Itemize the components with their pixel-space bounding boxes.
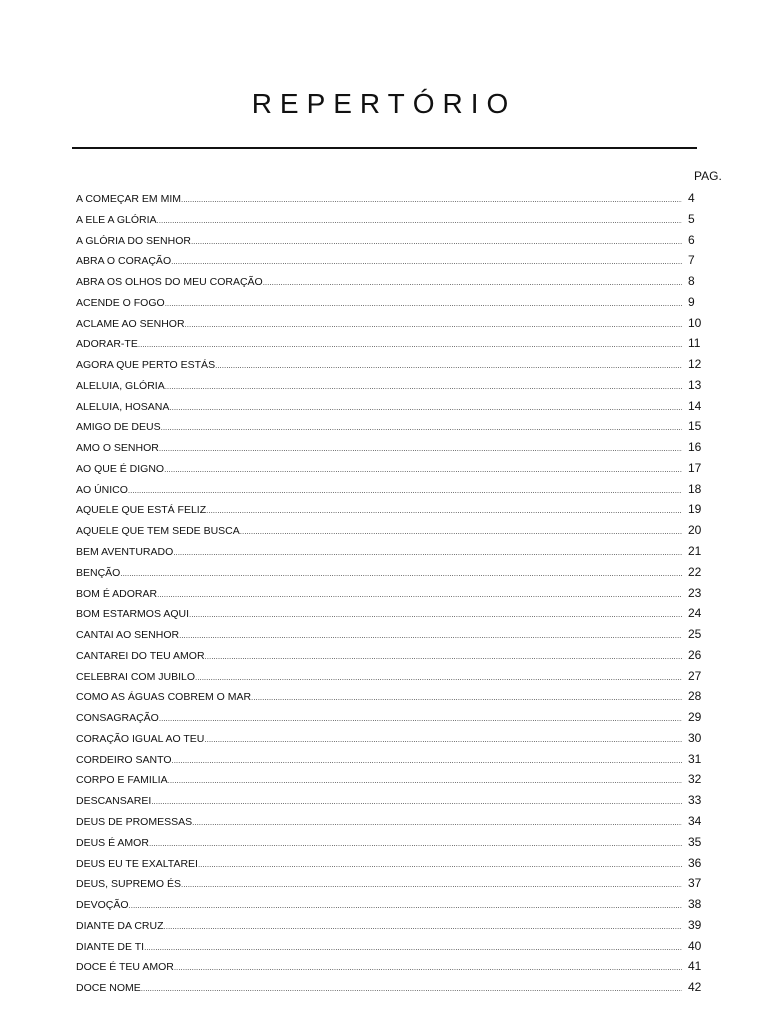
toc-entry[interactable] <box>76 936 726 957</box>
toc-entry-page: 42 <box>688 980 702 995</box>
toc-leader-dots <box>159 708 682 730</box>
toc-entry-title: AQUELE QUE ESTÁ FELIZ <box>76 504 207 517</box>
toc-entry-title: DEVOÇÃO <box>76 899 129 912</box>
toc-entry-page: 32 <box>688 772 702 787</box>
toc-entry-title: CORPO E FAMILIA <box>76 774 168 787</box>
toc-leader-dots <box>171 750 682 772</box>
toc-leader-dots <box>181 189 682 211</box>
toc-leader-dots <box>215 355 682 377</box>
toc-entry-title: DEUS EU TE EXALTAREI <box>76 857 198 870</box>
toc-leader-dots <box>141 978 682 1000</box>
toc-entry-page: 14 <box>688 398 702 413</box>
toc-entry-title: BENÇÃO <box>76 566 121 579</box>
toc-entry[interactable] <box>76 832 726 853</box>
toc-entry-page: 40 <box>688 938 702 953</box>
toc-leader-dots <box>151 791 682 813</box>
toc-entry-page: 41 <box>688 959 702 974</box>
toc-entry-page: 8 <box>688 274 695 289</box>
toc-leader-dots <box>192 812 682 834</box>
toc-entry-title: AQUELE QUE TEM SEDE BUSCA <box>76 525 240 538</box>
toc-leader-dots <box>144 937 682 959</box>
toc-entry[interactable] <box>76 790 726 811</box>
toc-entry-title: CELEBRAI COM JUBILO <box>76 670 196 683</box>
toc-entry-title: BEM AVENTURADO <box>76 546 174 559</box>
toc-entry[interactable] <box>76 188 726 209</box>
toc-entry-title: A COMEÇAR EM MIM <box>76 193 182 205</box>
toc-entry-title: A ELE A GLÓRIA <box>76 213 157 226</box>
toc-entry-page: 19 <box>688 502 702 517</box>
toc-leader-dots <box>169 397 682 419</box>
toc-entry-page: 39 <box>688 917 702 932</box>
toc-entry[interactable] <box>76 977 726 998</box>
toc-entry-page: 15 <box>688 419 702 434</box>
toc-entry-title: CORDEIRO SANTO <box>76 753 172 766</box>
toc-entry-page: 4 <box>688 191 695 205</box>
toc-entry[interactable] <box>76 853 726 874</box>
toc-leader-dots <box>120 563 682 585</box>
toc-entry[interactable] <box>76 354 726 375</box>
toc-entry-page: 30 <box>688 730 702 745</box>
toc-leader-dots <box>189 604 682 626</box>
toc-entry-page: 34 <box>688 813 702 828</box>
toc-entry-page: 33 <box>688 793 702 808</box>
toc-entry-page: 10 <box>688 315 702 330</box>
toc-entry-page: 21 <box>688 544 702 559</box>
toc-leader-dots <box>174 957 682 979</box>
toc-entry[interactable] <box>76 375 726 396</box>
toc-entry-page: 16 <box>688 440 702 455</box>
toc-leader-dots <box>128 480 682 502</box>
toc-entry-page: 6 <box>688 232 695 247</box>
toc-leader-dots <box>157 584 682 606</box>
toc-leader-dots <box>181 874 682 896</box>
toc-entry-page: 20 <box>688 523 702 538</box>
toc-leader-dots <box>164 459 682 481</box>
toc-entry-title: ALELUIA, HOSANA <box>76 400 170 413</box>
toc-entry[interactable] <box>76 603 726 624</box>
toc-entry[interactable] <box>76 666 726 687</box>
toc-leader-dots <box>165 293 682 315</box>
toc-entry-title: BOM É ADORAR <box>76 587 158 600</box>
toc-entry-page: 25 <box>688 627 702 642</box>
toc-entry-page: 37 <box>688 876 702 891</box>
toc-entry-title: ABRA O CORAÇÃO <box>76 255 172 268</box>
toc-entry-title: CANTAI AO SENHOR <box>76 629 180 642</box>
toc-entry[interactable] <box>76 956 726 977</box>
toc-leader-dots <box>157 210 682 232</box>
toc-entry-title: DEUS, SUPREMO ÉS <box>76 878 182 891</box>
toc-entry-title: AO ÚNICO <box>76 483 128 496</box>
toc-entry-page: 22 <box>688 564 702 579</box>
toc-entry-title: DIANTE DA CRUZ <box>76 919 164 932</box>
toc-entry-title: CONSAGRAÇÃO <box>76 712 159 725</box>
toc-entry-page: 31 <box>688 751 702 766</box>
title-divider <box>72 147 697 149</box>
page-column-label: PAG. <box>694 169 722 183</box>
toc-entry-page: 38 <box>688 897 702 912</box>
toc-leader-dots <box>185 314 682 336</box>
toc-entry[interactable] <box>76 209 726 230</box>
toc-entry[interactable] <box>76 749 726 770</box>
toc-entry[interactable] <box>76 541 726 562</box>
toc-entry[interactable] <box>76 437 726 458</box>
page-title: REPERTÓRIO <box>251 88 517 119</box>
toc-entry-title: DOCE É TEU AMOR <box>76 961 174 974</box>
toc-entry[interactable] <box>76 499 726 520</box>
toc-entry-page: 18 <box>688 481 702 496</box>
toc-entry-title: COMO AS ÁGUAS COBREM O MAR <box>76 691 252 704</box>
toc-entry-title: ABRA OS OLHOS DO MEU CORAÇÃO <box>76 276 263 289</box>
toc-entry-title: AO QUE É DIGNO <box>76 462 165 475</box>
toc-entry-title: ACLAME AO SENHOR <box>76 317 185 330</box>
toc-entry-title: A GLÓRIA DO SENHOR <box>76 234 191 247</box>
toc-entry-page: 5 <box>688 211 695 226</box>
toc-entry[interactable] <box>76 645 726 666</box>
toc-leader-dots <box>240 521 682 543</box>
toc-entry[interactable] <box>76 271 726 292</box>
toc-leader-dots <box>161 417 682 439</box>
toc-entry-title: ACENDE O FOGO <box>76 296 165 309</box>
toc-entry[interactable] <box>76 811 726 832</box>
toc-leader-dots <box>164 916 682 938</box>
toc-entry-page: 27 <box>688 668 702 683</box>
toc-leader-dots <box>198 854 682 876</box>
toc-leader-dots <box>129 895 682 917</box>
toc-entry-page: 29 <box>688 710 702 725</box>
toc-entry[interactable] <box>76 915 726 936</box>
toc-entry-title: DOCE NOME <box>76 982 141 995</box>
toc-leader-dots <box>138 334 682 356</box>
toc-entry-title: DEUS DE PROMESSAS <box>76 815 193 828</box>
toc-entry[interactable] <box>76 624 726 645</box>
toc-entry-title: BOM ESTARMOS AQUI <box>76 608 189 621</box>
toc-entry[interactable] <box>76 520 726 541</box>
toc-entry[interactable] <box>76 707 726 728</box>
toc-leader-dots <box>165 376 682 398</box>
toc-entry-title: DESCANSAREI <box>76 795 152 808</box>
toc-entry-page: 7 <box>688 253 695 268</box>
toc-entry-page: 26 <box>688 647 702 662</box>
toc-leader-dots <box>263 272 682 294</box>
toc-leader-dots <box>205 646 682 668</box>
toc-entry-page: 12 <box>688 357 702 372</box>
toc-entry-page: 24 <box>688 606 702 621</box>
toc-leader-dots <box>171 251 682 273</box>
toc-entry-page: 11 <box>688 336 701 351</box>
toc-leader-dots <box>173 542 682 564</box>
toc-entry[interactable] <box>76 873 726 894</box>
toc-entry-page: 36 <box>688 855 702 870</box>
toc-leader-dots <box>251 687 682 709</box>
toc-entry[interactable] <box>76 230 726 251</box>
toc-leader-dots <box>168 770 682 792</box>
toc-entry[interactable] <box>76 686 726 707</box>
toc-entry-page: 28 <box>688 689 702 704</box>
toc-entry[interactable] <box>76 416 726 437</box>
toc-leader-dots <box>159 438 682 460</box>
toc-leader-dots <box>149 833 682 855</box>
toc-entry-page: 35 <box>688 834 702 849</box>
toc-leader-dots <box>191 231 682 253</box>
toc-entry-page: 9 <box>688 294 695 309</box>
toc-entry[interactable] <box>76 396 726 417</box>
toc-leader-dots <box>204 729 682 751</box>
toc-entry[interactable] <box>76 562 726 583</box>
toc-entry-title: DEUS É AMOR <box>76 836 149 849</box>
toc-entry[interactable] <box>76 292 726 313</box>
toc-entry[interactable] <box>76 728 726 749</box>
toc-leader-dots <box>206 500 682 522</box>
table-of-contents <box>76 188 726 998</box>
toc-entry[interactable] <box>76 583 726 604</box>
toc-entry[interactable] <box>76 250 726 271</box>
toc-entry-title: DIANTE DE TI <box>76 940 145 953</box>
toc-entry[interactable] <box>76 333 726 354</box>
toc-entry-page: 17 <box>688 460 702 475</box>
toc-entry[interactable] <box>76 894 726 915</box>
toc-entry-title: ADORAR-TE <box>76 338 138 351</box>
toc-entry-title: ALELUIA, GLÓRIA <box>76 379 165 392</box>
toc-entry[interactable] <box>76 458 726 479</box>
toc-leader-dots <box>195 667 682 689</box>
toc-leader-dots <box>179 625 682 647</box>
toc-entry[interactable] <box>76 479 726 500</box>
toc-entry[interactable] <box>76 769 726 790</box>
toc-entry-page: 23 <box>688 585 702 600</box>
toc-entry-page: 13 <box>688 377 702 392</box>
toc-entry-title: CORAÇÃO IGUAL AO TEU <box>76 732 205 745</box>
toc-entry-title: AMO O SENHOR <box>76 442 159 455</box>
toc-entry-title: AGORA QUE PERTO ESTÁS <box>76 359 216 372</box>
toc-entry[interactable] <box>76 313 726 334</box>
toc-entry-title: CANTAREI DO TEU AMOR <box>76 649 205 662</box>
toc-entry-title: AMIGO DE DEUS <box>76 421 161 434</box>
